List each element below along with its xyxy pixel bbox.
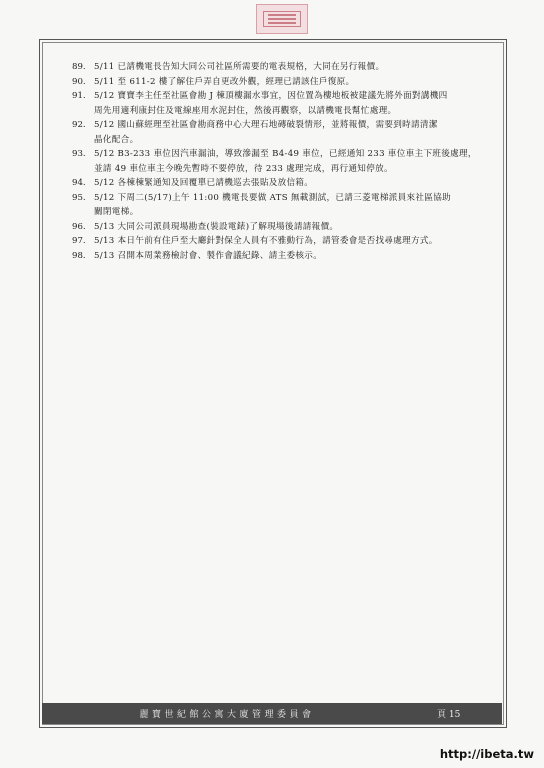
item-number: 92. xyxy=(72,120,86,130)
list-item xyxy=(72,118,500,147)
list-item xyxy=(72,249,500,264)
item-text: 5/11 已請機電長告知大同公司社區所需要的電表規格，大同在另行報價。 xyxy=(94,62,385,72)
item-text: 5/12 寶寶李主任至社區會勘 J 棟頂樓漏水事宜，因位置為樓地板被建議先將外面對講機四 周先用適利康封住及電線座用水泥封住，然後再觀察，以請機電長幫忙處理。 xyxy=(94,91,448,116)
item-number: 97. xyxy=(72,236,86,246)
item-number: 96. xyxy=(72,221,86,232)
list-item xyxy=(72,220,500,235)
list-item xyxy=(72,191,500,220)
item-number: 90. xyxy=(72,76,86,87)
list-item xyxy=(72,75,500,90)
item-text: 5/11 至 611-2 樓了解住戶弄自更改外觀，經理已請該住戶復原。 xyxy=(94,76,355,87)
item-number: 94. xyxy=(72,178,86,188)
item-text: 5/13 本日午前有住戶至大廳針對保全人員有不雅動行為，請管委會是否找尋處理方式。 xyxy=(94,236,438,246)
item-number: 93. xyxy=(72,149,86,159)
item-text: 5/13 召開本周業務檢討會、製作會議紀錄、請主委核示。 xyxy=(94,250,323,261)
list-item xyxy=(72,60,500,75)
footer-committee-name: 麗寶世紀館公寓大廈管理委員會 xyxy=(139,710,315,720)
item-text: 5/12 各棟棟緊通知及回覆單已請機巡去張貼及放信箱。 xyxy=(94,178,314,188)
page-footer xyxy=(42,703,502,724)
meeting-items-list xyxy=(72,60,500,263)
item-text: 5/12 B3-233 車位因汽車漏油，導致滲漏至 B4-49 車位，已經通知 233 車位車主下班後處理， 並請 49 車位車主今晚先暫時不要停放，待 233 處理完成，再行通知停放。 xyxy=(94,149,477,174)
item-number: 95. xyxy=(72,192,86,203)
item-number: 91. xyxy=(72,91,86,101)
watermark-url: http://ibeta.tw xyxy=(439,747,534,761)
item-number: 98. xyxy=(72,250,86,261)
list-item xyxy=(72,176,500,191)
list-item xyxy=(72,89,500,118)
item-number: 89. xyxy=(72,62,86,72)
list-item xyxy=(72,147,500,176)
seal-stamp xyxy=(256,4,308,34)
list-item xyxy=(72,234,500,249)
page-number: 頁 15 xyxy=(437,710,461,720)
item-text: 5/12 國山蘇經理至社區會勘商務中心大理石地磚破裂情形，並將報價，需要到時請清潔 晶化配合。 xyxy=(94,120,438,145)
item-text: 5/13 大同公司派員現場勘查(裝設電錶)了解現場後請請報價。 xyxy=(94,221,339,232)
item-text: 5/12 下周二(5/17)上午 11:00 機電長要做 ATS 無載測試，已請三菱電梯派員來社區協助 關閉電梯。 xyxy=(94,192,452,217)
